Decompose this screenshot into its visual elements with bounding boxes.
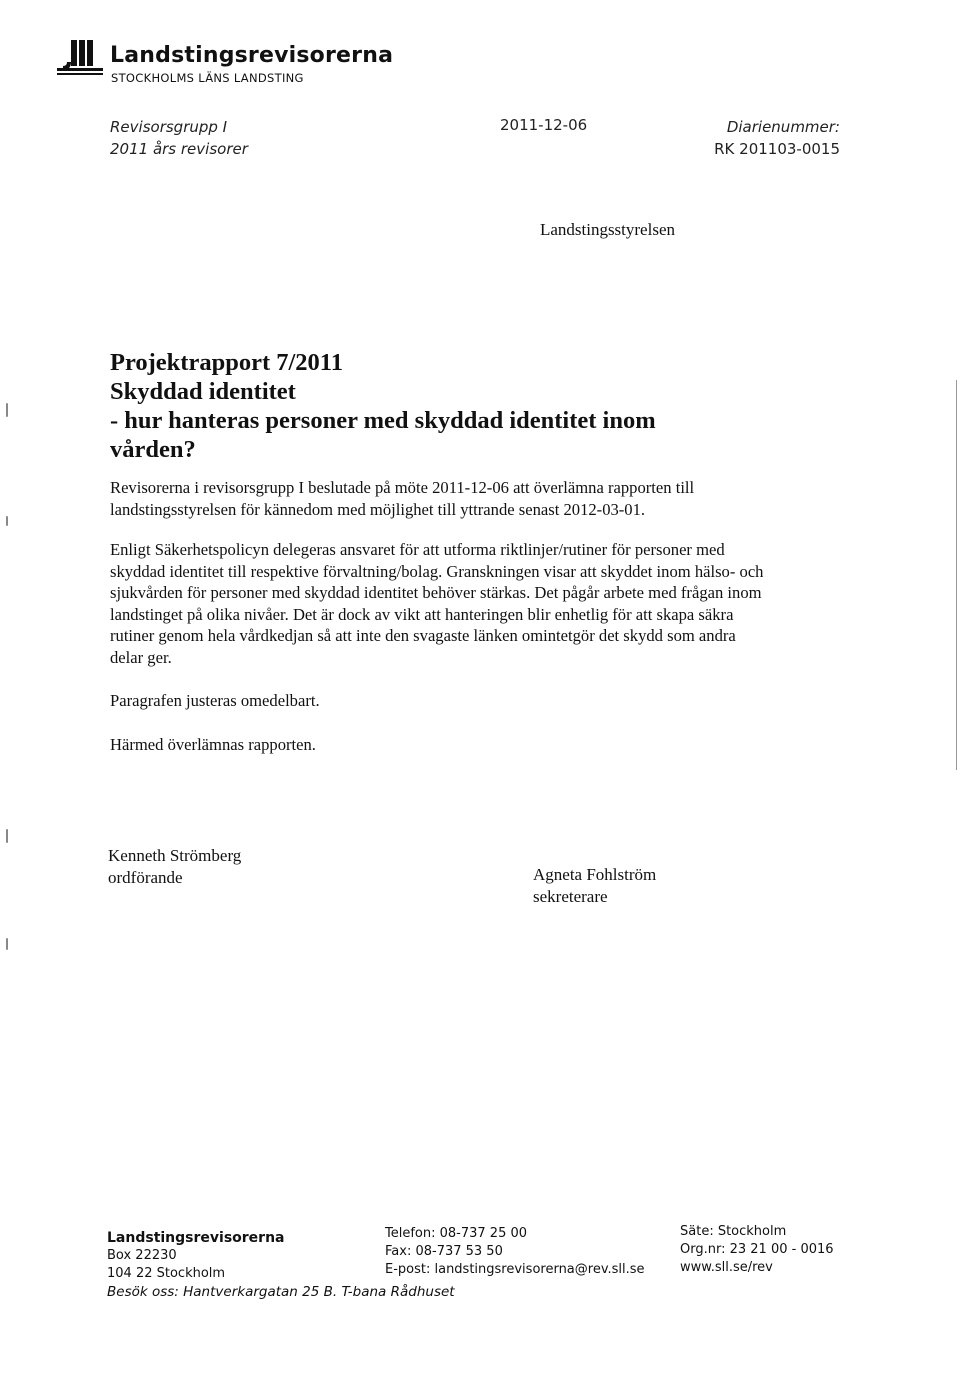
footer-org-name: Landstingsrevisorerna [107,1230,285,1246]
recipient: Landstingsstyrelsen [539,220,675,239]
footer-address [107,1229,285,1283]
title-line-2: Skyddad identitet [110,378,296,405]
signature-role: ordförande [108,868,183,887]
footer-orgnr: Org.nr: 23 21 00 - 0016 [680,1242,834,1257]
footer-contact [385,1225,645,1279]
report-title [110,348,790,464]
footer-postal: 104 22 Stockholm [107,1266,226,1281]
footer-box: Box 22230 [107,1248,177,1263]
meta-left [110,116,248,160]
paragraph-findings: Enligt Säkerhetspolicyn delegeras ansvaret för att utforma riktlinjer/rutiner för personer med skyddad identitet till respektive förvaltning/bolag. Granskningen visar att skyddet inom hälso- och sjukvården för personer med skyddad identitet behöver stärkas. Det pågår arbete med frågan inom landstinget på olika nivåer. Det är dock av vikt att hanteringen blir enhetlig för att skapa säkra rutiner genom hela vårdkedjan så att inte den svagaste länken omintetgör det skydd som andra delar ger. [110,540,764,667]
org-name: Landstingsrevisorerna [110,43,394,68]
scan-mark [6,403,8,417]
diary-label: Diarienummer: [726,118,840,136]
signature-name: Kenneth Strömberg [108,846,242,865]
signature-secretary [533,864,656,908]
footer-phone: Telefon: 08-737 25 00 [385,1226,528,1241]
year-auditors: 2011 års revisorer [110,140,248,158]
footer-registration [680,1223,834,1277]
signature-name: Agneta Fohlström [533,865,657,884]
title-line-3: - hur hanteras personer med skyddad identitet inom [110,407,656,434]
title-line-4: vården? [110,436,196,463]
diary-number: RK 201103-0015 [714,140,840,158]
meta-right [714,116,840,160]
paragraph-handover: Härmed överlämnas rapporten. [110,735,316,754]
signature-chair [108,845,241,889]
document-date: 2011-12-06 [500,116,588,134]
title-line-1: Projektrapport 7/2011 [110,349,343,376]
scan-mark [6,829,8,843]
org-subtitle: STOCKHOLMS LÄNS LANDSTING [111,71,304,85]
scan-mark [6,938,8,950]
signature-role: sekreterare [533,887,608,906]
footer-visit: Besök oss: Hantverkargatan 25 B. T-bana Rådhuset [107,1284,455,1300]
footer-seat: Säte: Stockholm [680,1224,787,1239]
footer-fax: Fax: 08-737 53 50 [385,1244,503,1259]
scan-mark [6,516,8,526]
paragraph-decision: Revisorerna i revisorsgrupp I beslutade på möte 2011-12-06 att överlämna rapporten till landstingsstyrelsen för kännedom med möjlighet till yttrande senast 2012-03-01. [110,478,695,519]
scan-edge-line [956,380,957,770]
footer-email: E-post: landstingsrevisorerna@rev.sll.se [385,1262,645,1277]
footer-web: www.sll.se/rev [680,1260,773,1275]
revision-group: Revisorsgrupp I [110,118,228,136]
sll-logo-icon [55,38,105,76]
paragraph-adjusted: Paragrafen justeras omedelbart. [110,691,320,710]
